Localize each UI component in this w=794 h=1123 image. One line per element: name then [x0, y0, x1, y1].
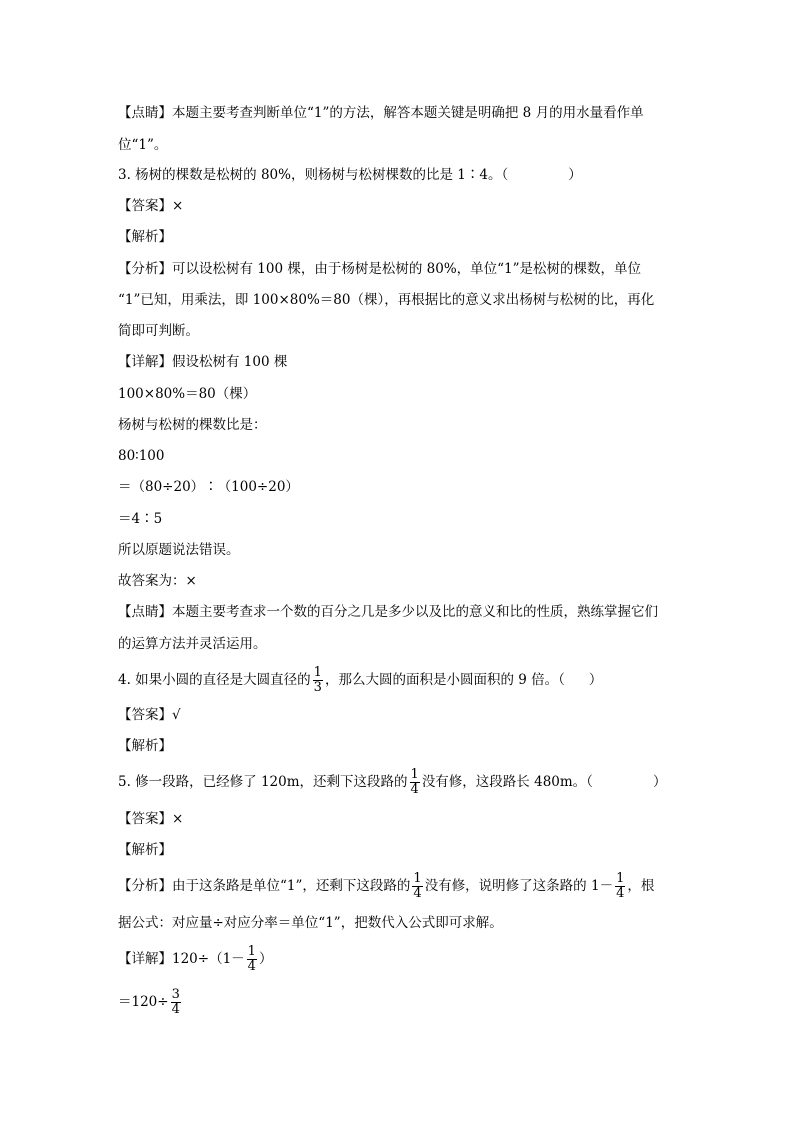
text-line: 所以原题说法错误。 [118, 542, 240, 558]
analysis-line [118, 872, 654, 901]
question-text: 没有修，这段路长 480m。（ [421, 774, 593, 790]
text-line: 【分析】可以设松树有 100 棵，由于杨树是松树的 80%，单位“1”是松树的棵数，单位 [118, 261, 642, 277]
answer-line: 【答案】√ [118, 707, 181, 723]
text-line: 简即可判断。 [118, 323, 199, 339]
numerator: 3 [171, 987, 180, 1002]
fraction [171, 988, 181, 1017]
denominator: 4 [616, 886, 625, 901]
answer-line: 【答案】× [118, 198, 184, 214]
numerator: 1 [313, 665, 322, 680]
question-text: 4. 如果小圆的直径是大圆直径的 [118, 672, 311, 688]
fraction [410, 768, 420, 797]
question-4 [118, 666, 602, 695]
denominator: 4 [410, 782, 419, 797]
question-text: 3. 杨树的棵数是松树的 80%，则杨树与松树棵数的比是 1∶4。（ [118, 167, 509, 183]
analysis-heading: 【解析】 [118, 229, 172, 245]
question-text: 5. 修一段路，已经修了 120m，还剩下这段路的 [118, 774, 408, 790]
fraction [313, 666, 323, 695]
text-line: 【点睛】本题主要考查求一个数的百分之几是多少以及比的意义和比的性质，熟练掌握它们 [118, 604, 658, 620]
text-line: 【点睛】本题主要考查判断单位“1”的方法，解答本题关键是明确把 8 月的用水量看作单 [118, 105, 644, 121]
numerator: 1 [413, 871, 422, 886]
text-line: “1”已知，用乘法，即 100×80%＝80（棵），再根据比的意义求出杨树与松树的比，再化 [118, 292, 655, 308]
text-line: 故答案为：× [118, 573, 197, 589]
text-line: 【详解】假设松树有 100 棵 [118, 354, 288, 370]
text-line: 杨树与松树的棵数比是： [118, 417, 267, 433]
denominator: 3 [313, 680, 322, 695]
paren-close: ） [588, 672, 603, 688]
text-span: 【分析】由于这条路是单位“1”，还剩下这段路的 [118, 878, 411, 894]
numerator: 1 [410, 767, 419, 782]
denominator: 4 [413, 886, 422, 901]
fraction [615, 872, 625, 901]
text-line: 80∶100 [118, 448, 165, 464]
analysis-heading: 【解析】 [118, 842, 172, 858]
analysis-heading: 【解析】 [118, 738, 172, 754]
paren-close: ） [568, 167, 582, 183]
answer-line: 【答案】× [118, 811, 184, 827]
denominator: 4 [171, 1002, 180, 1017]
numerator: 1 [616, 871, 625, 886]
text-span: 【详解】120÷（1－ [118, 951, 245, 967]
text-span: ，根 [627, 878, 655, 894]
question-text: ，那么大圆的面积是小圆面积的 9 倍。（ [324, 672, 565, 688]
question-3 [118, 166, 582, 184]
text-line: 的运算方法并灵活运用。 [118, 636, 267, 652]
denominator: 4 [247, 959, 256, 974]
question-5 [118, 768, 666, 797]
text-line: ＝4∶5 [118, 511, 163, 527]
detail-line [118, 988, 183, 1017]
text-line: 据公式：对应量÷对应分率＝单位“1”，把数代入公式即可求解。 [118, 915, 503, 931]
text-span: ） [258, 951, 273, 967]
text-line: ＝（80÷20）∶（100÷20） [118, 479, 299, 495]
text-span: 没有修，说明修了这条路的 1－ [424, 878, 614, 894]
numerator: 1 [247, 944, 256, 959]
text-span: ＝120÷ [118, 994, 169, 1010]
text-line: 100×80%＝80（棵） [118, 386, 257, 402]
fraction [412, 872, 422, 901]
detail-line [118, 945, 272, 974]
paren-close: ） [652, 774, 667, 790]
text-line: 位“1”。 [118, 137, 168, 153]
fraction [247, 945, 257, 974]
